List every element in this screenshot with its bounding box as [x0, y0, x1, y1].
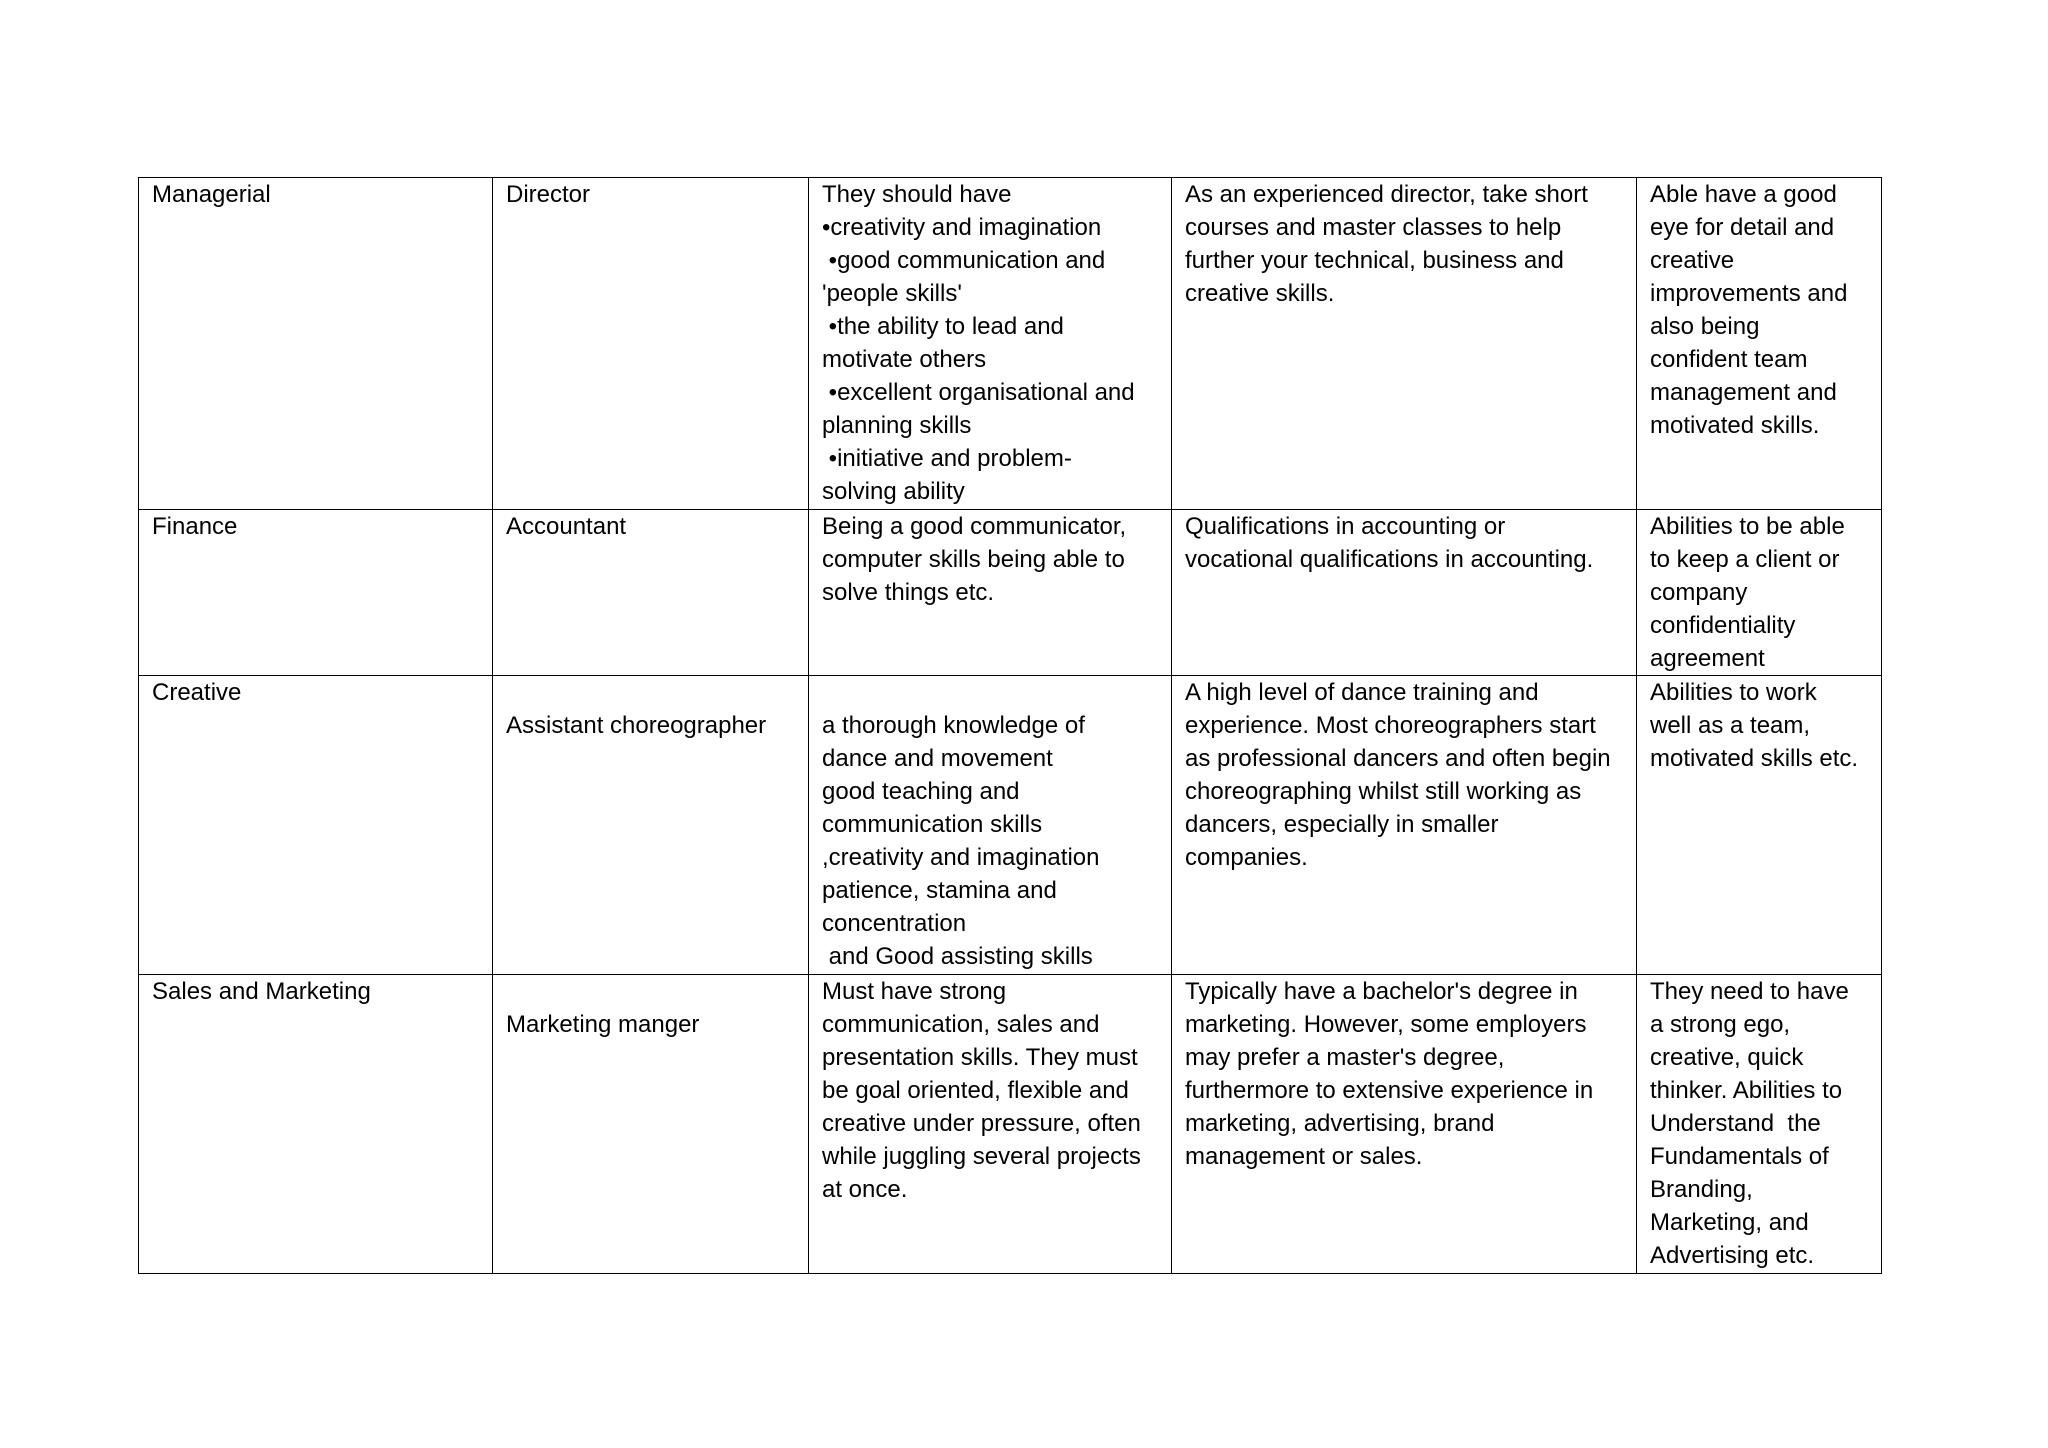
cell-line: Managerial [152, 181, 271, 208]
cell-line: Creative [152, 679, 242, 706]
cell-line: Branding, [1650, 1176, 1753, 1203]
cell-line: 'people skills' [822, 280, 962, 307]
cell-line: Abilities to be able [1650, 513, 1845, 540]
cell-role [493, 975, 809, 1274]
cell-line: to keep a client or [1650, 546, 1840, 573]
cell-line: while juggling several projects [822, 1143, 1141, 1170]
cell-line: Marketing manger [506, 1011, 700, 1038]
cell-area [139, 676, 493, 975]
cell-skills [809, 510, 1172, 676]
cell-line: further your technical, business and [1185, 247, 1564, 274]
cell-line: confident team [1650, 346, 1808, 373]
cell-line [822, 676, 1158, 709]
cell-line: Advertising etc. [1650, 1242, 1815, 1269]
cell-qualifications [1172, 676, 1637, 975]
table-body [139, 178, 1882, 1274]
cell-line: improvements and [1650, 280, 1848, 307]
cell-line: As an experienced director, take short [1185, 181, 1588, 208]
cell-line: •creativity and imagination [822, 214, 1102, 241]
careers-table [138, 177, 1882, 1274]
cell-line: Assistant choreographer [506, 712, 767, 739]
cell-line: communication skills [822, 811, 1043, 838]
cell-line: good teaching and [822, 778, 1020, 805]
cell-abilities [1637, 178, 1882, 510]
cell-line: planning skills [822, 412, 972, 439]
cell-line: companies. [1185, 844, 1308, 871]
cell-line: •excellent organisational and [822, 379, 1135, 406]
cell-area [139, 975, 493, 1274]
cell-line: Typically have a bachelor's degree in [1185, 978, 1578, 1005]
cell-line: a strong ego, [1650, 1011, 1791, 1038]
cell-line: communication, sales and [822, 1011, 1100, 1038]
cell-line: •good communication and [822, 247, 1106, 274]
cell-line: creative under pressure, often [822, 1110, 1141, 1137]
cell-line: Director [506, 181, 591, 208]
cell-area [139, 510, 493, 676]
cell-line: vocational qualifications in accounting. [1185, 546, 1594, 573]
cell-line: Marketing, and [1650, 1209, 1809, 1236]
cell-line: eye for detail and [1650, 214, 1835, 241]
cell-line: Able have a good [1650, 181, 1837, 208]
cell-line: furthermore to extensive experience in [1185, 1077, 1594, 1104]
cell-area [139, 178, 493, 510]
cell-line: concentration [822, 910, 967, 937]
cell-line: be goal oriented, flexible and [822, 1077, 1129, 1104]
cell-line: management and [1650, 379, 1837, 406]
cell-line: They need to have [1650, 978, 1849, 1005]
cell-abilities [1637, 676, 1882, 975]
cell-line: Finance [152, 513, 238, 540]
cell-line: thinker. Abilities to [1650, 1077, 1843, 1104]
cell-line: at once. [822, 1176, 908, 1203]
cell-line: confidentiality [1650, 612, 1796, 639]
cell-line: •initiative and problem- [822, 445, 1072, 472]
cell-line: choreographing whilst still working as [1185, 778, 1582, 805]
cell-line: and Good assisting skills [822, 943, 1093, 970]
cell-skills [809, 178, 1172, 510]
cell-line: Being a good communicator, [822, 513, 1127, 540]
cell-line: patience, stamina and [822, 877, 1057, 904]
cell-line: motivate others [822, 346, 987, 373]
table-row [139, 676, 1882, 975]
cell-line: marketing. However, some employers [1185, 1011, 1587, 1038]
cell-line: Abilities to work [1650, 679, 1817, 706]
cell-line: Fundamentals of [1650, 1143, 1829, 1170]
cell-line: management or sales. [1185, 1143, 1423, 1170]
cell-line: also being [1650, 313, 1760, 340]
cell-abilities [1637, 510, 1882, 676]
cell-line [506, 676, 795, 709]
cell-line: Qualifications in accounting or [1185, 513, 1506, 540]
cell-line: dance and movement [822, 745, 1053, 772]
cell-line: creative [1650, 247, 1735, 274]
cell-line: well as a team, [1650, 712, 1811, 739]
cell-skills [809, 975, 1172, 1274]
cell-line: A high level of dance training and [1185, 679, 1539, 706]
cell-line: courses and master classes to help [1185, 214, 1562, 241]
cell-skills [809, 676, 1172, 975]
cell-role [493, 178, 809, 510]
cell-line: motivated skills. [1650, 412, 1820, 439]
cell-role [493, 676, 809, 975]
cell-qualifications [1172, 178, 1637, 510]
cell-line: experience. Most choreographers start [1185, 712, 1596, 739]
cell-line: presentation skills. They must [822, 1044, 1138, 1071]
cell-line: solving ability [822, 478, 965, 505]
cell-line: ,creativity and imagination [822, 844, 1100, 871]
cell-line: Understand the [1650, 1110, 1821, 1137]
cell-line: may prefer a master's degree, [1185, 1044, 1505, 1071]
table-row [139, 510, 1882, 676]
cell-line: as professional dancers and often begin [1185, 745, 1611, 772]
cell-qualifications [1172, 975, 1637, 1274]
table-row [139, 178, 1882, 510]
cell-line: creative, quick [1650, 1044, 1804, 1071]
cell-line: They should have [822, 181, 1012, 208]
cell-line: •the ability to lead and [822, 313, 1064, 340]
cell-line [506, 975, 795, 1008]
cell-line: company [1650, 579, 1748, 606]
cell-abilities [1637, 975, 1882, 1274]
table-row [139, 975, 1882, 1274]
cell-line: computer skills being able to [822, 546, 1125, 573]
cell-line: motivated skills etc. [1650, 745, 1859, 772]
cell-line: marketing, advertising, brand [1185, 1110, 1495, 1137]
cell-line: agreement [1650, 645, 1765, 672]
cell-line: creative skills. [1185, 280, 1335, 307]
cell-line: Sales and Marketing [152, 978, 371, 1005]
cell-line: Must have strong [822, 978, 1007, 1005]
cell-line: Accountant [506, 513, 627, 540]
cell-line: dancers, especially in smaller [1185, 811, 1499, 838]
cell-role [493, 510, 809, 676]
cell-line: a thorough knowledge of [822, 712, 1085, 739]
cell-qualifications [1172, 510, 1637, 676]
cell-line: solve things etc. [822, 579, 995, 606]
